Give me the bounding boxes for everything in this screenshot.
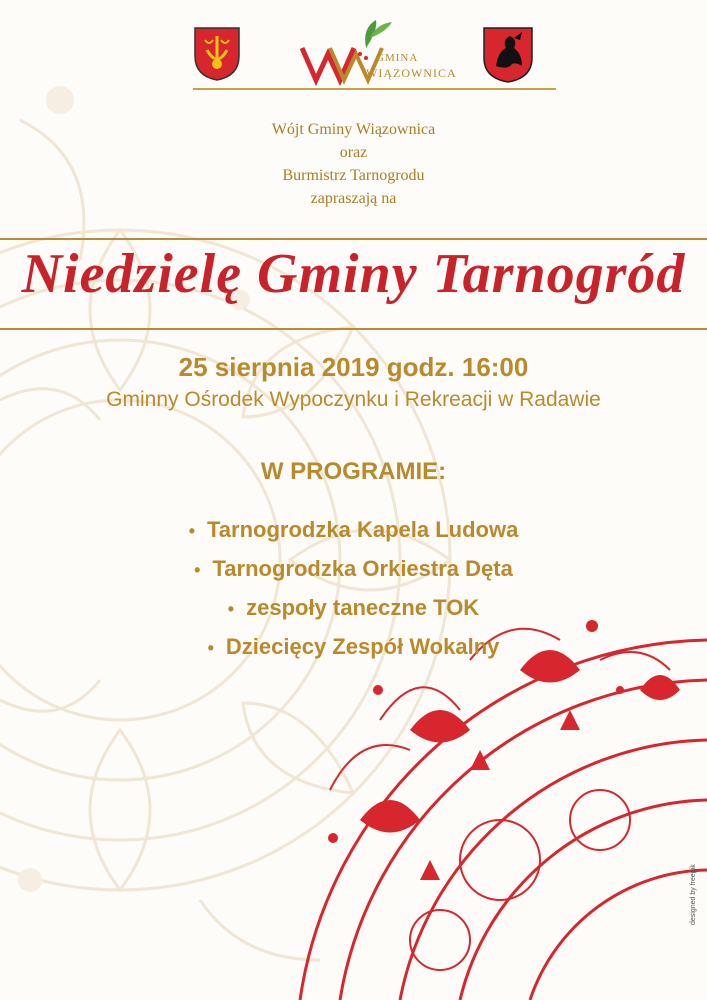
coat-of-arms-wiazownica-icon xyxy=(193,26,241,82)
program-item-label: Tarnogrodzka Orkiestra Dęta xyxy=(212,556,513,581)
invitation-intro xyxy=(0,118,707,210)
gmina-wiazownica-logo xyxy=(300,18,460,88)
coat-of-arms-tarnogrod-icon xyxy=(482,26,534,84)
header-divider xyxy=(193,88,556,90)
logo-text-bottom: WIĄZOWNICA xyxy=(366,66,457,80)
bullet-icon: • xyxy=(207,638,214,658)
red-mandala-ornament xyxy=(300,620,707,1000)
event-venue: Gminny Ośrodek Wypoczynku i Rekreacji w Radawie xyxy=(106,388,601,411)
program-item-label: Tarnogrodzka Kapela Ludowa xyxy=(207,517,519,542)
header-logos xyxy=(0,18,707,98)
program-item xyxy=(0,627,707,666)
bullet-icon: • xyxy=(188,521,195,541)
event-title: Niedzielę Gminy Tarnogród xyxy=(21,243,686,305)
program-item xyxy=(0,549,707,588)
intro-line-4: zapraszają na xyxy=(310,190,397,207)
intro-line-1: Wójt Gminy Wiązownica xyxy=(271,121,436,138)
event-date: 25 sierpnia 2019 godz. 16:00 xyxy=(178,352,529,382)
program-heading: W PROGRAMIE: xyxy=(260,458,447,485)
title-rule-top xyxy=(0,238,707,240)
title-rule-bottom xyxy=(0,328,707,330)
logo-text-top: GMINA xyxy=(376,52,419,64)
design-credit: designed by freepik xyxy=(690,864,697,925)
intro-line-3: Burmistrz Tarnogrodu xyxy=(282,167,425,184)
bullet-icon: • xyxy=(227,599,235,619)
program-list xyxy=(0,510,707,666)
bullet-icon: • xyxy=(194,560,201,580)
program-item-label: zespoły taneczne TOK xyxy=(246,595,480,620)
program-item xyxy=(0,588,707,627)
program-item-label: Dziecięcy Zespół Wokalny xyxy=(225,634,500,659)
intro-line-2: oraz xyxy=(339,144,368,161)
program-item xyxy=(0,510,707,549)
